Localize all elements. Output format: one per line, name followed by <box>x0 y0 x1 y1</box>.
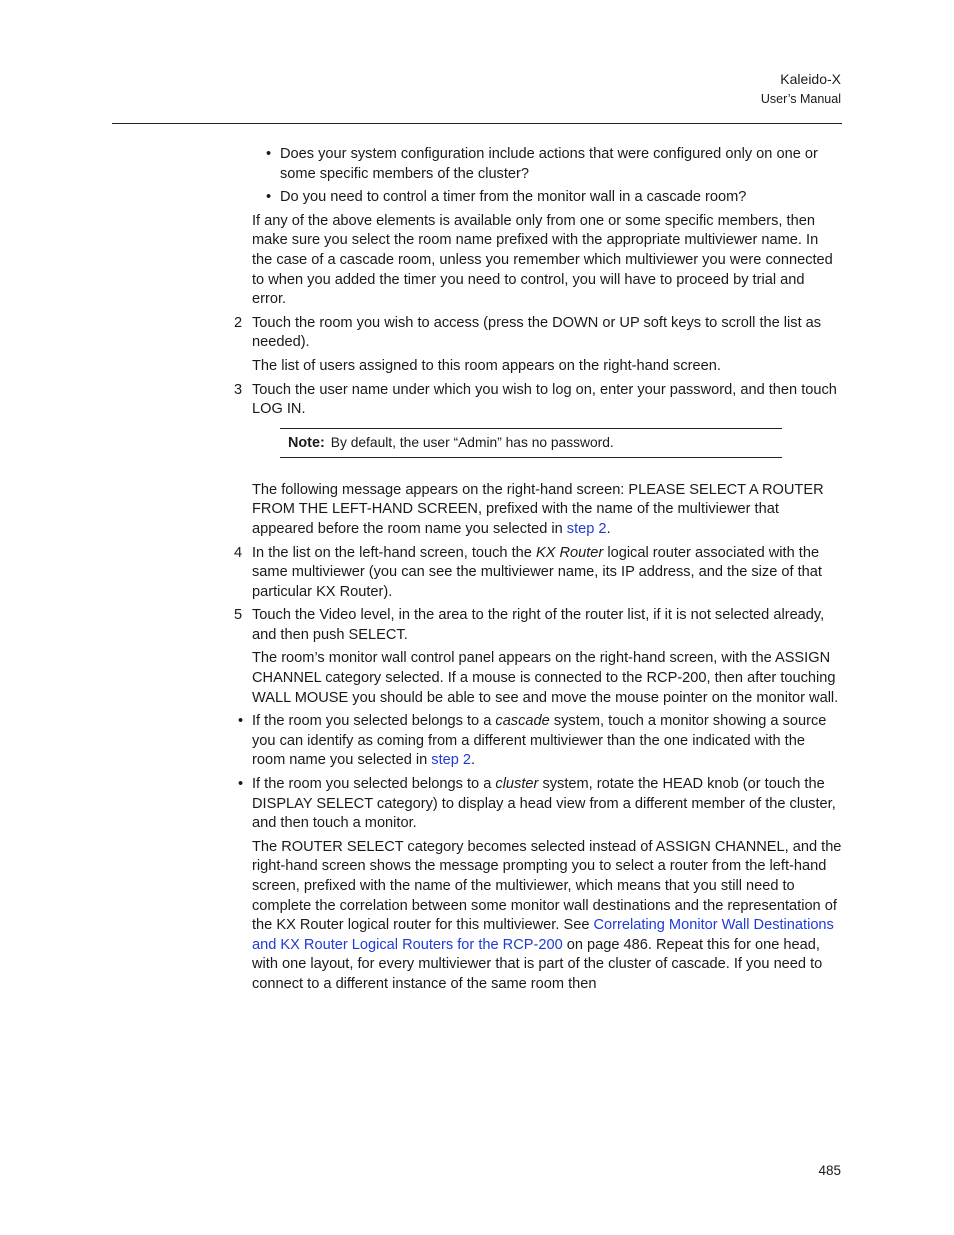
period: . <box>606 520 611 537</box>
step-2-link[interactable]: step 2 <box>566 520 607 537</box>
note-box <box>280 428 782 458</box>
paragraph-text: The following message appears on the right-hand screen: PLEASE SELECT A ROUTER FROM THE LEFT-HAND SCREEN, prefixed with the name of the multiviewer that appeared before the room name you selected in <box>252 481 824 537</box>
list-item <box>252 145 842 184</box>
step-4 <box>234 544 842 603</box>
paragraph: If any of the above elements is available only from one or some specific members, then make sure you select the room name prefixed with the appropriate multiviewer name. In the case of a cascade room, unless you remember which multiviewer you were connected to when you added the timer you need to control, you will have to proceed by trial and error. <box>252 212 833 308</box>
list-item-text: If the room you selected belongs to a <box>252 713 492 730</box>
bullet: • <box>266 189 272 206</box>
paragraph-text: The ROUTER SELECT category becomes selected instead of ASSIGN CHANNEL, and the right-hand screen shows the message prompting you to select a router from the left-hand screen, prefixed with the name of the multiviewer, which means that you still need to complete the correlation between some monitor wall destinations and the representation of the KX Router logical router for this multiviewer. See <box>252 838 842 934</box>
list-item-text: Does your system configuration include actions that were configured only on one or some specific members of the cluster? <box>280 146 818 182</box>
paragraph-text: on page 486. Repeat this for one head, with one layout, for every multiviewer that is part of the cluster of cascade. If you need to connect to a different instance of the same room then <box>252 936 823 992</box>
page-content <box>234 145 842 999</box>
period: . <box>471 752 476 769</box>
step-3 <box>234 381 842 420</box>
bullet: • <box>238 713 244 730</box>
step-text: Touch the user name under which you wish to log on, enter your password, and then touch LOG IN. <box>252 381 837 418</box>
step-text: logical router associated with the same multiviewer (you can see the multiviewer name, its IP address, and the size of that particular KX Router). <box>252 544 822 600</box>
list-item-text: system, touch a monitor showing a source you can identify as coming from a different multiviewer than the one indicated with the room name you selected in <box>252 713 827 769</box>
correlating-section-link[interactable]: Correlating Monitor Wall Destinations and KX Router Logical Routers for the RCP-200 <box>252 917 834 953</box>
list-item-text: Do you need to control a timer from the monitor wall in a cascade room? <box>280 189 747 206</box>
list-item-text: system, rotate the HEAD knob (or touch the DISPLAY SELECT category) to display a head view from a different member of the cluster, and then touch a monitor. <box>252 776 836 832</box>
step-number: 2 <box>234 314 243 331</box>
emphasis: cluster <box>495 776 539 793</box>
bullet: • <box>266 146 272 162</box>
emphasis: cascade <box>495 713 550 730</box>
list-item <box>238 712 842 771</box>
step-number: 3 <box>234 381 243 398</box>
list-item <box>252 188 842 208</box>
header-subtitle: User’s Manual <box>760 92 841 106</box>
header-rule <box>112 123 842 124</box>
step-number: 5 <box>234 607 243 624</box>
step-number: 4 <box>234 544 243 561</box>
step-text: In the list on the left-hand screen, touch the <box>252 544 532 561</box>
page-number: 485 <box>818 1163 841 1178</box>
bullet: • <box>238 776 244 793</box>
paragraph: The list of users assigned to this room appears on the right-hand screen. <box>252 357 721 374</box>
header-title: Kaleido-X <box>780 71 841 87</box>
paragraph: The room’s monitor wall control panel appears on the right-hand screen, with the ASSIGN CHANNEL category selected. If a mouse is connected to the RCP-200, then after touching WALL MOUSE you should be able to see and move the mouse pointer on the monitor wall. <box>252 650 839 706</box>
paragraph <box>252 481 842 540</box>
paragraph <box>252 838 842 995</box>
step-5 <box>234 606 842 645</box>
note-label: Note: <box>288 434 325 451</box>
step-2 <box>234 314 842 353</box>
step-text: Touch the room you wish to access (press the DOWN or UP soft keys to scroll the list as needed). <box>252 314 822 351</box>
list-item-text: If the room you selected belongs to a <box>252 776 492 793</box>
list-item <box>238 775 842 834</box>
step-text: Touch the Video level, in the area to the right of the router list, if it is not selected already, and then push SELECT. <box>252 607 825 643</box>
emphasis: KX Router <box>535 544 604 561</box>
step-2-link[interactable]: step 2 <box>431 752 472 769</box>
note-text: By default, the user “Admin” has no password. <box>330 434 614 450</box>
